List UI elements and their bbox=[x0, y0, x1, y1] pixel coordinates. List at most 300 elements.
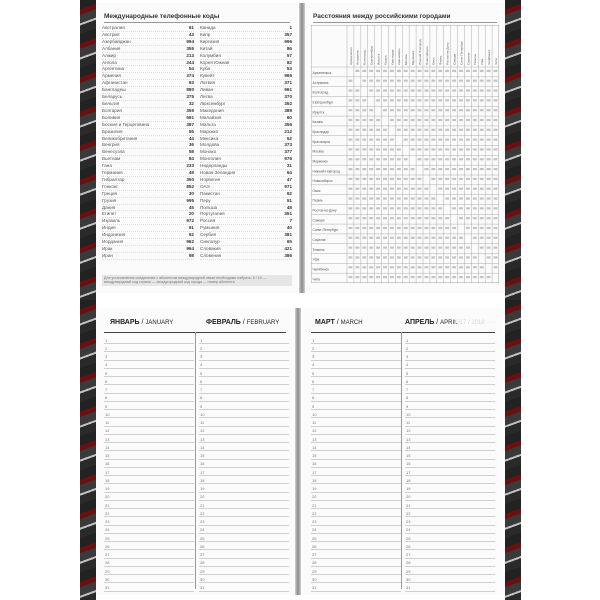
distance-cell-print bbox=[376, 119, 380, 121]
distance-cell-print bbox=[369, 139, 373, 141]
distance-cell-print bbox=[397, 247, 401, 249]
country-name: Гана bbox=[102, 163, 112, 169]
distance-cell-print bbox=[480, 217, 484, 219]
country-name: Словакия bbox=[200, 246, 221, 251]
april-days bbox=[405, 335, 495, 591]
day-number: 26 bbox=[312, 543, 317, 549]
day-number: 6 bbox=[406, 378, 409, 384]
day-number: 31 bbox=[200, 585, 205, 591]
distance-cell-print bbox=[494, 197, 498, 199]
day-number: 28 bbox=[105, 560, 110, 566]
distance-cell-print bbox=[452, 207, 456, 209]
country-code: 55 bbox=[188, 128, 194, 134]
distance-cell-print bbox=[362, 158, 366, 160]
distance-cell-print bbox=[425, 266, 429, 268]
distance-cell-print bbox=[480, 247, 484, 249]
day-number: 24 bbox=[406, 527, 411, 533]
distance-cell-print bbox=[349, 207, 353, 209]
distance-cell-print bbox=[418, 237, 422, 239]
title-rule bbox=[104, 22, 290, 23]
distance-cell-print bbox=[383, 227, 387, 229]
distance-cell-print bbox=[362, 266, 366, 268]
city-col-label: Астрахань bbox=[355, 49, 360, 65]
country-code: 591 bbox=[186, 114, 194, 120]
phone-code-row bbox=[200, 60, 292, 67]
distance-cell-print bbox=[411, 89, 415, 91]
distance-cell-print bbox=[473, 158, 477, 160]
day-number: 10 bbox=[312, 411, 317, 417]
country-name: Китай bbox=[200, 45, 213, 51]
distance-cell-print bbox=[480, 276, 484, 278]
day-number: 30 bbox=[312, 576, 317, 582]
day-number: 1 bbox=[200, 337, 203, 343]
distance-cell-print bbox=[459, 197, 463, 199]
day-number: 13 bbox=[312, 436, 317, 442]
country-name: Австралия bbox=[102, 25, 125, 30]
day-number: 13 bbox=[200, 436, 205, 442]
distance-cell-print bbox=[390, 70, 394, 72]
distance-cell-print bbox=[459, 148, 463, 150]
country-name: Гонконг bbox=[102, 183, 119, 189]
distance-cell-print bbox=[369, 168, 373, 170]
country-name: Румыния bbox=[200, 225, 220, 231]
distance-cell-print bbox=[369, 227, 373, 229]
city-col-label: Казань bbox=[383, 55, 388, 65]
distance-cell-print bbox=[418, 119, 422, 121]
day-number: 9 bbox=[105, 403, 108, 409]
distance-cell-print bbox=[452, 266, 456, 268]
distance-cell-print bbox=[397, 188, 401, 190]
phone-code-row bbox=[200, 142, 292, 149]
day-number: 23 bbox=[200, 519, 205, 525]
phone-code-row bbox=[200, 129, 292, 136]
distance-cell-print bbox=[452, 70, 456, 72]
distance-cell-print bbox=[362, 129, 366, 131]
day-number: 15 bbox=[312, 453, 317, 459]
distance-cell-print bbox=[404, 168, 408, 170]
distance-cell-print bbox=[418, 158, 422, 160]
city-col-label: Краснодар bbox=[390, 49, 395, 65]
phone-code-row bbox=[102, 142, 194, 149]
phone-code-row bbox=[200, 232, 292, 239]
distance-cell-print bbox=[369, 207, 373, 209]
distance-cell-print bbox=[349, 217, 353, 219]
distance-cell-print bbox=[355, 266, 359, 268]
distance-cell-print bbox=[418, 197, 422, 199]
day-number: 14 bbox=[312, 444, 317, 450]
distance-cell-print bbox=[355, 217, 359, 219]
phone-code-row bbox=[102, 149, 194, 156]
distance-cell-print bbox=[376, 158, 380, 160]
phone-code-row bbox=[102, 53, 194, 60]
country-code: 57 bbox=[286, 52, 292, 58]
distance-cell-print bbox=[383, 276, 387, 278]
distance-cell-print bbox=[438, 129, 442, 131]
phone-code-row bbox=[200, 108, 292, 115]
distance-cell-print bbox=[480, 158, 484, 160]
distance-cell-print bbox=[397, 207, 401, 209]
distance-cell-print bbox=[376, 80, 380, 82]
distance-cell-print bbox=[390, 256, 394, 258]
country-code: 1 bbox=[289, 25, 292, 30]
distance-cell-print bbox=[390, 276, 394, 278]
distance-table-page bbox=[305, 3, 505, 293]
distance-cell-print bbox=[431, 168, 435, 170]
country-name: Пакистан bbox=[200, 190, 220, 196]
distance-cell-print bbox=[431, 99, 435, 101]
day-number: 8 bbox=[406, 395, 409, 401]
distance-cell-print bbox=[431, 227, 435, 229]
distance-cell-print bbox=[494, 266, 498, 268]
distance-cell-print bbox=[355, 227, 359, 229]
day-number: 31 bbox=[312, 585, 317, 591]
country-name: Грузия bbox=[102, 197, 117, 203]
distance-cell-print bbox=[452, 129, 456, 131]
country-code: 357 bbox=[284, 31, 292, 37]
day-number: 6 bbox=[105, 378, 108, 384]
distance-cell-print bbox=[349, 99, 353, 101]
distance-cell-print bbox=[418, 178, 422, 180]
distance-cell-print bbox=[404, 129, 408, 131]
distance-cell-print bbox=[438, 188, 442, 190]
city-col-label: Тюмень bbox=[473, 53, 478, 65]
distance-cell-print bbox=[480, 80, 484, 82]
day-number: 7 bbox=[312, 387, 315, 393]
distance-cell-print bbox=[452, 119, 456, 121]
distance-cell-print bbox=[459, 109, 463, 111]
country-name: Словения bbox=[200, 252, 222, 258]
day-number: 22 bbox=[200, 510, 205, 516]
distance-cell-print bbox=[487, 237, 491, 239]
day-number: 11 bbox=[312, 420, 317, 426]
day-number: 12 bbox=[406, 428, 411, 434]
distance-cell-print bbox=[425, 148, 429, 150]
distance-cell-print bbox=[349, 188, 353, 190]
day-number: 24 bbox=[200, 527, 205, 533]
country-code: 86 bbox=[286, 45, 292, 51]
distance-cell-print bbox=[452, 227, 456, 229]
distance-cell-print bbox=[487, 256, 491, 258]
day-number: 15 bbox=[406, 453, 411, 459]
city-col-label: Иркутск bbox=[376, 53, 381, 65]
day-number: 3 bbox=[105, 354, 108, 360]
country-code: 64 bbox=[286, 170, 292, 176]
distance-cell-print bbox=[431, 139, 435, 141]
day-number: 4 bbox=[406, 362, 409, 368]
distance-cell-print bbox=[362, 70, 366, 72]
country-code: 82 bbox=[286, 59, 292, 65]
distance-cell-print bbox=[480, 99, 484, 101]
distance-cell-print bbox=[404, 80, 408, 82]
distance-cell-print bbox=[480, 148, 484, 150]
day-number: 4 bbox=[200, 362, 203, 368]
day-number: 17 bbox=[406, 469, 411, 475]
distance-cell-print bbox=[473, 237, 477, 239]
distance-cell-print bbox=[438, 276, 442, 278]
country-code: 375 bbox=[186, 94, 194, 100]
distance-cell-print bbox=[452, 276, 456, 278]
day-number: 15 bbox=[105, 453, 110, 459]
country-code: 7 bbox=[289, 218, 292, 224]
city-row-label: Нижний Новгород bbox=[312, 169, 340, 174]
distance-cell-print bbox=[376, 139, 380, 141]
distance-cell-print bbox=[431, 197, 435, 199]
country-code: 351 bbox=[284, 211, 292, 217]
day-number: 14 bbox=[200, 444, 205, 450]
distance-cell-print bbox=[355, 256, 359, 258]
distance-cell-print bbox=[473, 70, 477, 72]
city-row-label: Санкт-Петербург bbox=[312, 228, 339, 233]
distance-cell-print bbox=[397, 256, 401, 258]
country-name: Нидерланды bbox=[200, 163, 228, 169]
distance-cell-print bbox=[438, 80, 442, 82]
distance-cell-print bbox=[438, 247, 442, 249]
day-number: 18 bbox=[105, 477, 110, 483]
distance-cell-print bbox=[411, 227, 415, 229]
distance-cell-print bbox=[425, 168, 429, 170]
distance-cell-print bbox=[452, 256, 456, 258]
country-code: 964 bbox=[186, 246, 194, 251]
distance-cell-print bbox=[362, 276, 366, 278]
distance-cell-print bbox=[397, 99, 401, 101]
ghost-print: 2017 / 2018 · · · bbox=[453, 320, 496, 326]
country-name: Босния и Герцеговина bbox=[102, 121, 150, 127]
distance-cell-print bbox=[494, 148, 498, 150]
phone-code-row bbox=[102, 225, 194, 232]
day-number: 27 bbox=[312, 552, 317, 558]
day-number: 5 bbox=[312, 370, 315, 376]
phone-code-row bbox=[200, 80, 292, 87]
city-row-label: Новосибирск bbox=[312, 179, 333, 184]
distance-cell-print bbox=[473, 139, 477, 141]
day-number: 6 bbox=[312, 378, 315, 384]
distance-cell-print bbox=[369, 247, 373, 249]
distance-cell-print bbox=[418, 89, 422, 91]
city-row-label: Архангельск bbox=[312, 71, 332, 76]
country-code: 45 bbox=[188, 204, 194, 210]
distance-cell-print bbox=[404, 227, 408, 229]
distance-cell-print bbox=[438, 119, 442, 121]
day-number: 5 bbox=[406, 370, 409, 376]
distance-cell-print bbox=[459, 70, 463, 72]
distance-cell-print bbox=[390, 99, 394, 101]
country-name: Вьетнам bbox=[102, 156, 121, 162]
distance-cell-print bbox=[445, 227, 449, 229]
month-header-april: АПРЕЛЬ / APRIL bbox=[405, 319, 458, 326]
phone-code-row bbox=[200, 246, 292, 253]
country-code: 971 bbox=[284, 183, 292, 189]
city-row-label: Казань bbox=[312, 120, 324, 125]
day-number: 25 bbox=[200, 535, 205, 541]
country-name: Иордания bbox=[102, 239, 124, 245]
distance-cell-print bbox=[445, 217, 449, 219]
distance-cell-print bbox=[390, 178, 394, 180]
phone-code-row bbox=[200, 218, 292, 225]
country-code: 389 bbox=[284, 107, 292, 113]
phone-code-row bbox=[200, 149, 292, 156]
distance-cell-print bbox=[473, 129, 477, 131]
distance-cell-print bbox=[369, 148, 373, 150]
day-number: 20 bbox=[200, 494, 205, 500]
day-number: 9 bbox=[200, 403, 203, 409]
distance-cell-print bbox=[466, 80, 470, 82]
country-code: 47 bbox=[286, 176, 292, 182]
distance-cell-print bbox=[418, 80, 422, 82]
distance-cell-print bbox=[397, 237, 401, 239]
distance-cell-print bbox=[425, 256, 429, 258]
distance-cell-print bbox=[425, 139, 429, 141]
distance-cell-print bbox=[355, 197, 359, 199]
distance-cell-print bbox=[494, 109, 498, 111]
city-col-label: Екатеринбург bbox=[369, 45, 374, 65]
distance-cell-print bbox=[431, 276, 435, 278]
distance-title: Расстояния между российскими городами bbox=[313, 13, 451, 20]
distance-cell-print bbox=[480, 207, 484, 209]
distance-cell-print bbox=[473, 197, 477, 199]
day-number: 31 bbox=[105, 585, 110, 591]
country-name: Дания bbox=[102, 204, 116, 210]
distance-cell-print bbox=[459, 158, 463, 160]
distance-cell-print bbox=[404, 178, 408, 180]
distance-cell-print bbox=[376, 129, 380, 131]
distance-cell-print bbox=[362, 247, 366, 249]
country-name: Гибралтар bbox=[102, 176, 125, 182]
country-name: Куба bbox=[200, 66, 211, 72]
distance-cell-print bbox=[383, 129, 387, 131]
phone-code-row bbox=[200, 87, 292, 94]
distance-cell-print bbox=[411, 256, 415, 258]
distance-cell-print bbox=[438, 109, 442, 111]
phone-code-row bbox=[200, 211, 292, 218]
day-number: 29 bbox=[200, 568, 205, 574]
distance-cell-print bbox=[494, 158, 498, 160]
day-number: 7 bbox=[105, 387, 108, 393]
distance-cell-print bbox=[445, 197, 449, 199]
country-name: Египет bbox=[102, 211, 117, 217]
day-number: 6 bbox=[200, 378, 203, 384]
distance-cell-print bbox=[397, 266, 401, 268]
distance-cell-print bbox=[473, 168, 477, 170]
day-number: 18 bbox=[406, 477, 411, 483]
country-name: Колумбия bbox=[200, 52, 221, 58]
distance-cell-print bbox=[349, 227, 353, 229]
distance-cell-print bbox=[397, 227, 401, 229]
country-code: 961 bbox=[284, 87, 292, 93]
phone-code-row bbox=[200, 115, 292, 122]
country-code: 36 bbox=[188, 142, 194, 148]
distance-cell-print bbox=[445, 80, 449, 82]
distance-cell-print bbox=[369, 217, 373, 219]
country-name: Бразилия bbox=[102, 128, 123, 134]
day-number: 8 bbox=[200, 395, 203, 401]
distance-cell-print bbox=[459, 237, 463, 239]
distance-cell-print bbox=[459, 168, 463, 170]
distance-cell-print bbox=[480, 178, 484, 180]
distance-cell-print bbox=[411, 129, 415, 131]
distance-cell-print bbox=[376, 237, 380, 239]
day-number: 21 bbox=[105, 502, 110, 508]
city-col-label: Чита bbox=[493, 58, 498, 65]
distance-cell-print bbox=[369, 188, 373, 190]
distance-cell-print bbox=[362, 139, 366, 141]
distance-cell-print bbox=[487, 109, 491, 111]
distance-cell-print bbox=[383, 188, 387, 190]
city-row-label: Чита bbox=[312, 277, 320, 282]
country-code: 244 bbox=[186, 59, 194, 65]
country-name: Ливан bbox=[200, 87, 214, 93]
city-col-label: Саратов bbox=[466, 52, 471, 65]
distance-cell-print bbox=[459, 178, 463, 180]
day-number: 25 bbox=[105, 535, 110, 541]
day-number: 11 bbox=[200, 420, 205, 426]
country-name: Ирак bbox=[102, 246, 113, 251]
distance-cell-print bbox=[404, 109, 408, 111]
distance-cell-print bbox=[494, 188, 498, 190]
distance-cell-print bbox=[487, 178, 491, 180]
phone-code-row bbox=[102, 46, 194, 53]
day-number: 5 bbox=[105, 370, 108, 376]
distance-cell-print bbox=[376, 227, 380, 229]
distance-cell-print bbox=[411, 70, 415, 72]
distance-cell-print bbox=[369, 256, 373, 258]
distance-cell-print bbox=[494, 227, 498, 229]
distance-cell-print bbox=[383, 70, 387, 72]
distance-cell-print bbox=[445, 99, 449, 101]
distance-cell-print bbox=[418, 70, 422, 72]
codes-column-2 bbox=[200, 25, 292, 260]
distance-cell-print bbox=[390, 247, 394, 249]
distance-cell-print bbox=[438, 207, 442, 209]
country-code: 350 bbox=[186, 176, 194, 182]
distance-cell-print bbox=[431, 119, 435, 121]
distance-cell-print bbox=[362, 197, 366, 199]
distance-cell-print bbox=[487, 119, 491, 121]
country-name: Мальта bbox=[200, 121, 216, 127]
distance-cell-print bbox=[480, 188, 484, 190]
distance-cell-print bbox=[397, 168, 401, 170]
distance-cell-print bbox=[397, 276, 401, 278]
distance-cell-print bbox=[438, 89, 442, 91]
day-number: 7 bbox=[406, 387, 409, 393]
day-number: 2 bbox=[105, 345, 108, 351]
distance-cell-print bbox=[418, 148, 422, 150]
phone-code-row bbox=[102, 239, 194, 246]
distance-cell-print bbox=[494, 256, 498, 258]
distance-cell-print bbox=[349, 89, 353, 91]
distance-cell-print bbox=[438, 227, 442, 229]
day-number: 16 bbox=[312, 461, 317, 467]
distance-cell-print bbox=[431, 80, 435, 82]
city-col-label: Санкт-Петербург bbox=[459, 40, 464, 65]
cover-edge-right bbox=[505, 300, 521, 600]
day-number: 21 bbox=[200, 502, 205, 508]
distance-cell-print bbox=[459, 129, 463, 131]
city-col-label: Мурманск bbox=[411, 50, 416, 65]
phone-code-row bbox=[102, 211, 194, 218]
phone-code-row bbox=[200, 184, 292, 191]
distance-cell-print bbox=[487, 99, 491, 101]
phone-code-row bbox=[200, 32, 292, 39]
city-col-label: Москва bbox=[404, 54, 409, 65]
month-header-march: МАРТ / MARCH bbox=[315, 319, 363, 326]
distance-cell-print bbox=[431, 158, 435, 160]
distance-cell-print bbox=[390, 158, 394, 160]
country-name: Австрия bbox=[102, 31, 120, 37]
distance-cell-print bbox=[425, 207, 429, 209]
country-name: Азербайджан bbox=[102, 38, 131, 44]
month-header-january: ЯНВАРЬ / JANUARY bbox=[110, 319, 174, 326]
distance-cell-print bbox=[438, 99, 442, 101]
